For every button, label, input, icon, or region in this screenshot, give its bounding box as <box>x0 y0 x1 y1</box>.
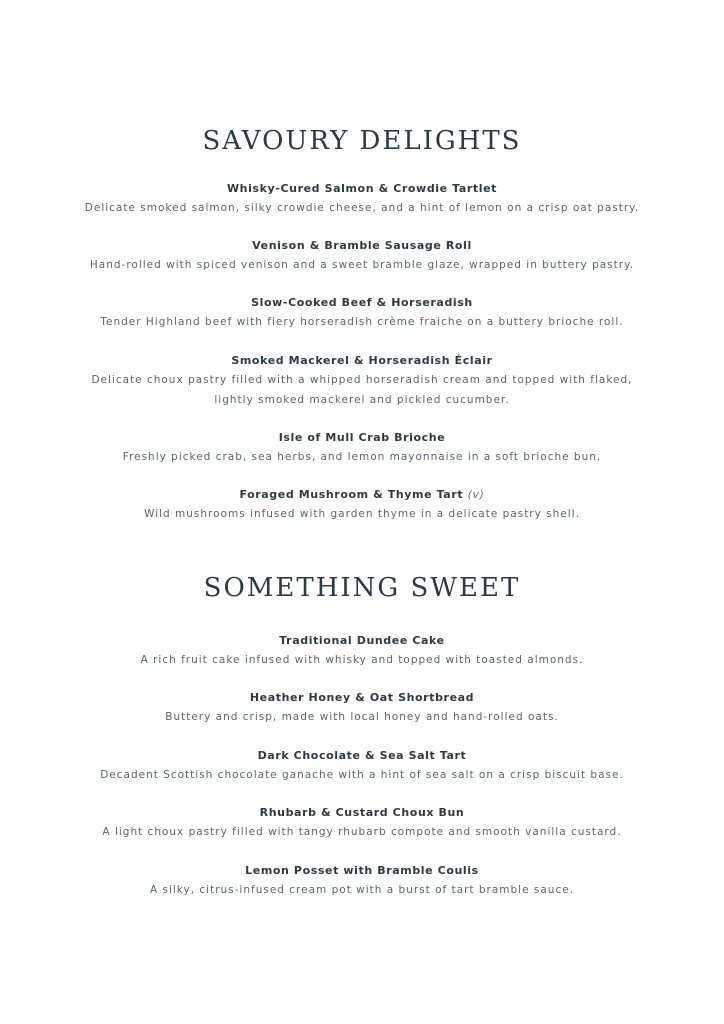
menu-item-name: Foraged Mushroom & Thyme Tart <box>239 488 464 501</box>
menu-item-name: Whisky-Cured Salmon & Crowdie Tartlet <box>226 182 498 195</box>
menu-item-name-row <box>40 486 684 504</box>
section-title-sweet: SOMETHING SWEET <box>203 573 521 603</box>
menu-item-description: Buttery and crisp, made with local honey and hand-rolled oats. <box>165 711 559 723</box>
menu-item-description: Tender Highland beef with fiery horseradish crème fraiche on a buttery brioche roll. <box>100 316 624 328</box>
menu-item-description: A rich fruit cake infused with whisky and topped with toasted almonds. <box>140 654 584 666</box>
menu-item <box>40 352 684 410</box>
menu-item <box>40 237 684 276</box>
menu-item <box>40 429 684 468</box>
menu-item-description: Wild mushrooms infused with garden thyme in a delicate pastry shell. <box>144 508 580 520</box>
menu-item-name: Rhubarb & Custard Choux Bun <box>259 806 465 819</box>
menu-item <box>40 689 684 728</box>
menu-item <box>40 632 684 671</box>
menu-item-name: Slow-Cooked Beef & Horseradish <box>251 296 473 309</box>
menu-item <box>40 804 684 843</box>
menu-item <box>40 294 684 333</box>
menu-item-name: Lemon Posset with Bramble Coulis <box>245 864 479 877</box>
menu-item-description: Delicate smoked salmon, silky crowdie cheese, and a hint of lemon on a crisp oat pastry. <box>84 202 640 214</box>
menu-item-description <box>40 371 684 410</box>
menu-item-name: Venison & Bramble Sausage Roll <box>252 239 472 252</box>
menu-item-description: Hand-rolled with spiced venison and a sweet bramble glaze, wrapped in buttery pastry. <box>89 259 635 271</box>
menu-item-name: Heather Honey & Oat Shortbread <box>249 691 475 704</box>
section-title-savoury: SAVOURY DELIGHTS <box>202 126 522 156</box>
menu-item <box>40 486 684 525</box>
vegetarian-badge: (v) <box>467 488 485 501</box>
menu-item-description: Freshly picked crab, sea herbs, and lemon mayonnaise in a soft brioche bun. <box>122 451 602 463</box>
menu-item-description: A light choux pastry filled with tangy rhubarb compote and smooth vanilla custard. <box>102 826 622 838</box>
menu-item <box>40 180 684 219</box>
menu-item-description-line: Delicate choux pastry filled with a whipped horseradish cream and topped with flaked, <box>91 374 633 386</box>
menu-item <box>40 747 684 786</box>
menu-item-name: Isle of Mull Crab Brioche <box>278 431 446 444</box>
menu-item-description: A silky, citrus-infused cream pot with a burst of tart bramble sauce. <box>149 884 575 896</box>
menu-item-name: Dark Chocolate & Sea Salt Tart <box>257 749 467 762</box>
menu-item-description-line: lightly smoked mackerel and pickled cucumber. <box>214 393 510 406</box>
menu-item-name: Traditional Dundee Cake <box>279 634 445 647</box>
menu-item <box>40 862 684 901</box>
menu-item-description: Decadent Scottish chocolate ganache with a hint of sea salt on a crisp biscuit base. <box>100 769 624 781</box>
menu-item-name: Smoked Mackerel & Horseradish Éclair <box>231 354 493 367</box>
